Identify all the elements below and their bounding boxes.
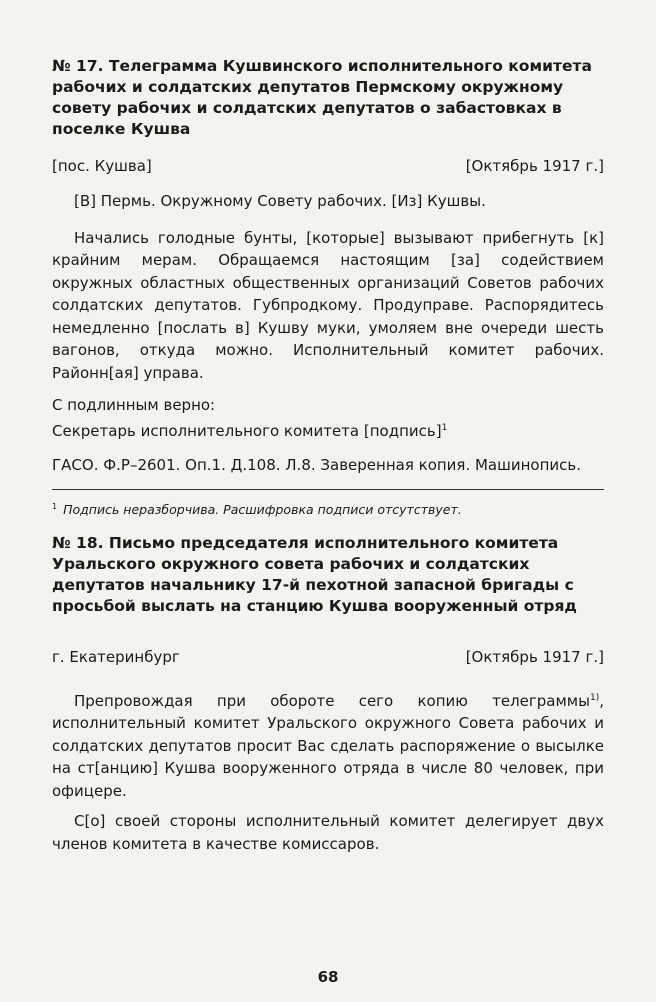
doc17-signature-line: [52, 417, 604, 443]
doc17-address: [В] Пермь. Окружному Совету рабочих. [Из] Кушвы.: [74, 192, 486, 210]
page-number: 68: [317, 968, 339, 986]
doc18-body: [52, 687, 604, 803]
doc17-certification: [52, 394, 604, 442]
doc17-signature-note-mark: 1: [441, 422, 448, 433]
doc17-signature: Секретарь исполнительного комитета [подпись]: [52, 421, 442, 440]
doc17-footnote-text: Подпись неразборчива. Расшифровка подписи отсутствует.: [63, 501, 462, 517]
doc17-footnote-mark: 1: [52, 501, 58, 511]
footnote-rule: [52, 489, 604, 490]
page-content: [52, 56, 604, 855]
doc18-place: г. Екатеринбург: [52, 647, 180, 666]
doc17-certified: С подлинным верно:: [52, 396, 216, 414]
doc18-body2: С[о] своей стороны исполнительный комитет делегирует двух членов комитета в качестве комиссаров.: [52, 812, 604, 853]
doc17-heading: № 17. Телеграмма Кушвинского исполнительного комитета рабочих и солдатских депутатов Пермскому окружному совету рабочих и солдатских депутатов о забастовках в поселке Кушва: [52, 57, 592, 138]
doc17-footnote: [52, 498, 604, 519]
doc18-date: [Октябрь 1917 г.]: [465, 647, 604, 666]
doc17-place: [пос. Кушва]: [52, 157, 152, 175]
doc18-heading: № 18. Письмо председателя исполнительного комитета Уральского окружного совета рабочих и солдатских депутатов начальнику 17-й пехотной запасной бригады с просьбой выслать на станцию Кушва вооруженный отряд: [52, 533, 577, 615]
doc17-dateline: [52, 156, 604, 176]
doc17-body: Начались голодные бунты, [которые] вызывают прибегнуть [к] крайним мерам. Обращаемся настоящим [за] содействием окружных областных общественных организаций Советов рабочих солдатских депутатов. Губпродкому. Продуправе. Распорядитесь немедленно [послать в] Кушву муки, умоляем вне очереди шесть вагонов, откуда можно. Исполнительный комитет рабочих. Районн[ая] управа.: [52, 228, 604, 382]
doc17-date: [Октябрь 1917 г.]: [465, 157, 604, 175]
doc18-body-after-note: , исполнительный комитет Уральского окружного Совета рабочих и солдатских депутатов просит Вас сделать распоряжение о высылке на ст[анцию] Кушва вооруженного отряда в числе 80 человек, при офицере.: [52, 691, 604, 800]
doc18-dateline: [52, 647, 604, 667]
doc17-archive: ГАСО. Ф.Р–2601. Оп.1. Д.108. Л.8. Заверенная копия. Машинопись.: [52, 456, 581, 474]
doc18-body-before-note: Препровождая при обороте сего копию телеграммы: [74, 691, 590, 710]
doc18-body-note-mark: 1): [589, 692, 600, 703]
